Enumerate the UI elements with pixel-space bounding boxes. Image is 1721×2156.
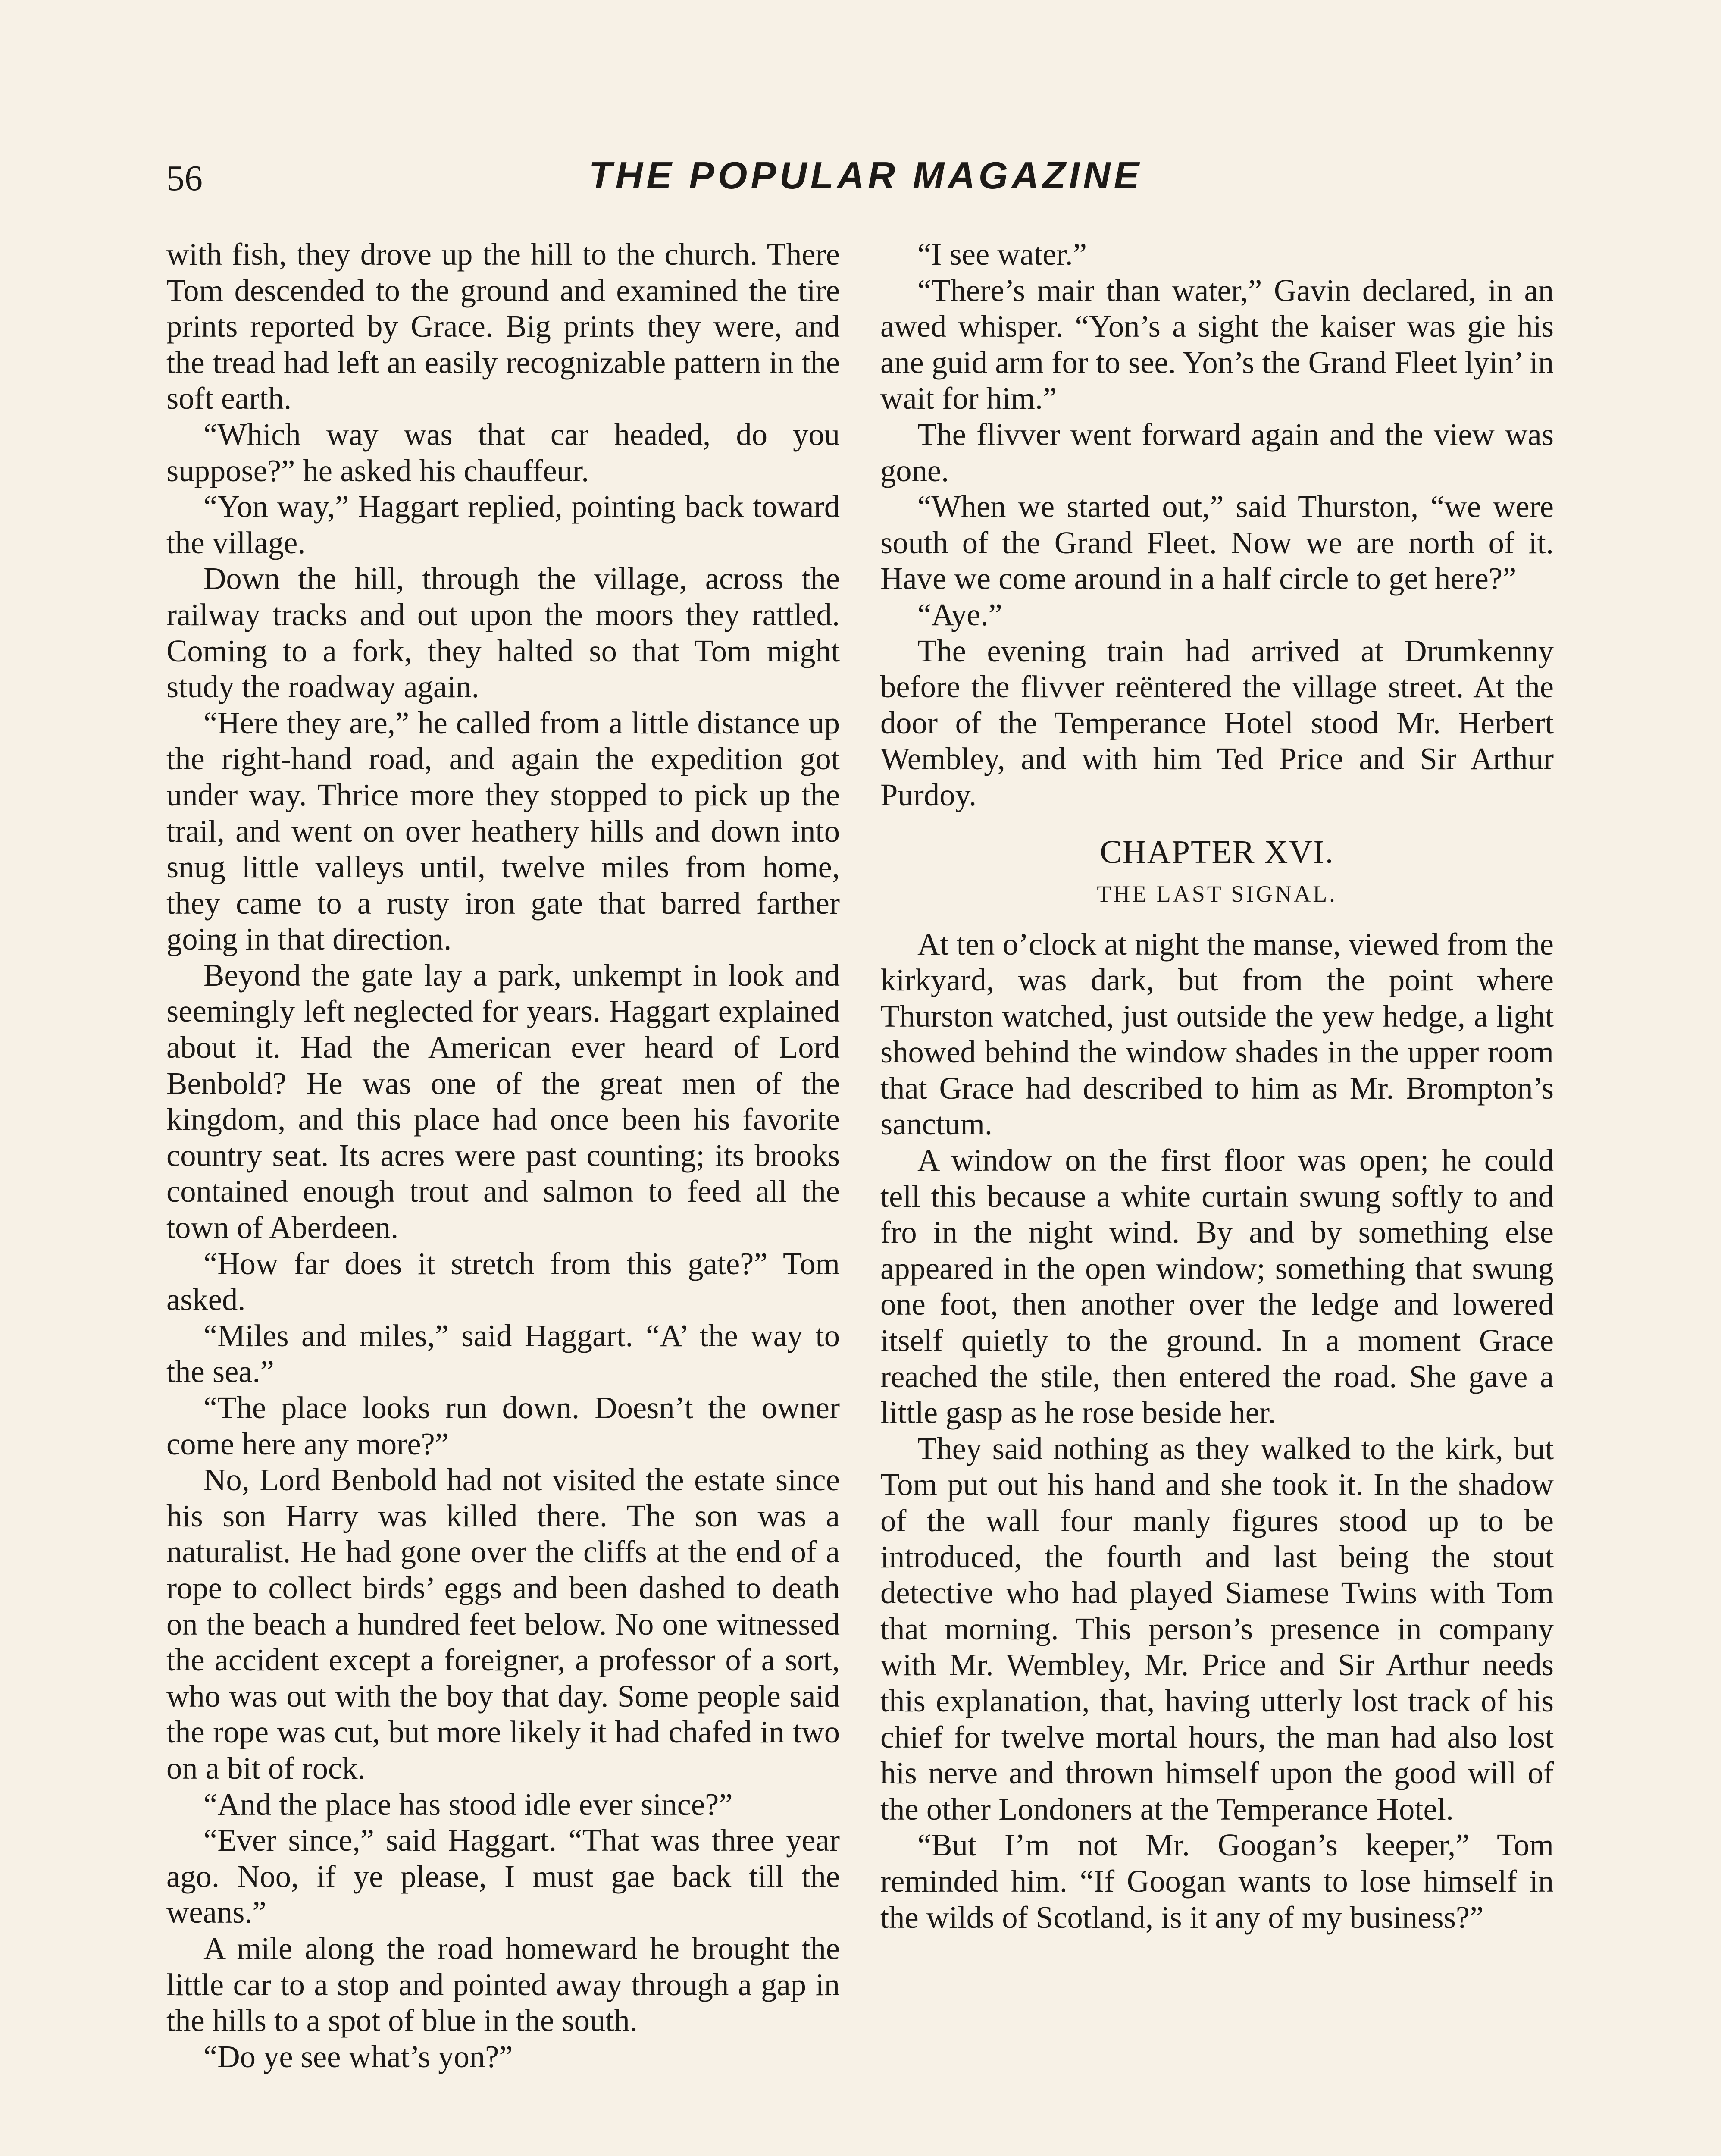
- paragraph: Down the hill, through the village, across the railway tracks and out upon the moors they rattled. Coming to a fork, they halted so that Tom might study the roadway again.: [166, 561, 840, 705]
- paragraph: “Ever since,” said Haggart. “That was three year ago. Noo, if ye please, I must gae back till the weans.”: [166, 1823, 840, 1930]
- paragraph: “Do ye see what’s yon?”: [203, 2039, 513, 2074]
- running-title: THE POPULAR MAGAZINE: [588, 154, 1143, 197]
- paragraph: “There’s mair than water,” Gavin declared, in an awed whisper. “Yon’s a sight the kaiser was gie his ane guid arm for to see. Yon’s the Grand Fleet lyin’ in wait for him.”: [880, 273, 1554, 416]
- paragraph: “Here they are,” he called from a little distance up the right-hand road, and again the expedition got under way. Thrice more they stopped to pick up the trail, and went on over heathery hills and down into snug little valleys until, twelve miles from home, they came to a rusty iron gate that barred farther going in that direction.: [166, 705, 840, 957]
- paragraph: “I see water.”: [917, 237, 1087, 272]
- paragraph: “When we started out,” said Thurston, “we were south of the Grand Fleet. Now we are north of it. Have we come around in a half circle to get here?”: [880, 489, 1554, 596]
- right-column: [880, 236, 1554, 2156]
- paragraph: “And the place has stood idle ever since?”: [203, 1786, 733, 1822]
- paragraph: A mile along the road homeward he brought the little car to a stop and pointed away through a gap in the hills to a spot of blue in the south.: [166, 1930, 840, 2038]
- paragraph: “But I’m not Mr. Googan’s keeper,” Tom reminded him. “If Googan wants to lose himself in the wilds of Scotland, is it any of my business?”: [880, 1827, 1554, 1935]
- left-column: [166, 236, 840, 2156]
- paragraph: The evening train had arrived at Drumkenny before the flivver reëntered the village street. At the door of the Temperance Hotel stood Mr. Herbert Wembley, and with him Ted Price and Sir Arthur Purdoy.: [880, 633, 1554, 812]
- paragraph: The flivver went forward again and the view was gone.: [880, 417, 1554, 488]
- page-number: 56: [166, 158, 203, 198]
- paragraph: “Miles and miles,” said Haggart. “A’ the way to the sea.”: [166, 1318, 840, 1389]
- paragraph: “Yon way,” Haggart replied, pointing back toward the village.: [166, 489, 840, 560]
- paragraph: with fish, they drove up the hill to the church. There Tom descended to the ground and examined the tire prints reported by Grace. Big prints they were, and the tread had left an easily recognizable pattern in the soft earth.: [166, 237, 840, 416]
- paragraph: “Aye.”: [917, 597, 1002, 632]
- page-header: [166, 152, 1565, 204]
- paragraph: Beyond the gate lay a park, unkempt in look and seemingly left neglected for years. Haggart explained about it. Had the American ever heard of Lord Benbold? He was one of the great men of the kingdom, and this place had once been his favorite country seat. Its acres were past counting; its brooks contained enough trout and salmon to feed all the town of Aberdeen.: [166, 957, 840, 1245]
- paragraph: “How far does it stretch from this gate?” Tom asked.: [166, 1246, 840, 1317]
- chapter-heading: CHAPTER XVI.: [1100, 834, 1334, 870]
- paragraph: “The place looks run down. Doesn’t the owner come here any more?”: [166, 1390, 840, 1461]
- paragraph: “Which way was that car headed, do you suppose?” he asked his chauffeur.: [166, 417, 840, 488]
- paragraph: A window on the first floor was open; he could tell this because a white curtain swung softly to and fro in the night wind. By and by something else appeared in the open window; something that swung one foot, then another over the ledge and lowered itself quietly to the ground. In a moment Grace reached the stile, then entered the road. She gave a little gasp as he rose beside her.: [880, 1143, 1554, 1430]
- paragraph: No, Lord Benbold had not visited the estate since his son Harry was killed there. The son was a naturalist. He had gone over the cliffs at the end of a rope to collect birds’ eggs and been dashed to death on the beach a hundred feet below. No one witnessed the accident except a foreigner, a professor of a sort, who was out with the boy that day. Some people said the rope was cut, but more likely it had chafed in two on a bit of rock.: [166, 1462, 840, 1786]
- paragraph: At ten o’clock at night the manse, viewed from the kirkyard, was dark, but from the point where Thurston watched, just outside the yew hedge, a light showed behind the window shades in the upper room that Grace had described to him as Mr. Brompton’s sanctum.: [880, 926, 1554, 1142]
- chapter-subtitle: THE LAST SIGNAL.: [1097, 881, 1337, 907]
- paragraph: They said nothing as they walked to the kirk, but Tom put out his hand and she took it. In the shadow of the wall four manly figures stood up to be introduced, the fourth and last being the stout detective who had played Siamese Twins with Tom that morning. This person’s presence in company with Mr. Wembley, Mr. Price and Sir Arthur needs this explanation, that, having utterly lost track of his chief for twelve mortal hours, the man had also lost his nerve and thrown himself upon the good will of the other Londoners at the Temperance Hotel.: [880, 1431, 1554, 1827]
